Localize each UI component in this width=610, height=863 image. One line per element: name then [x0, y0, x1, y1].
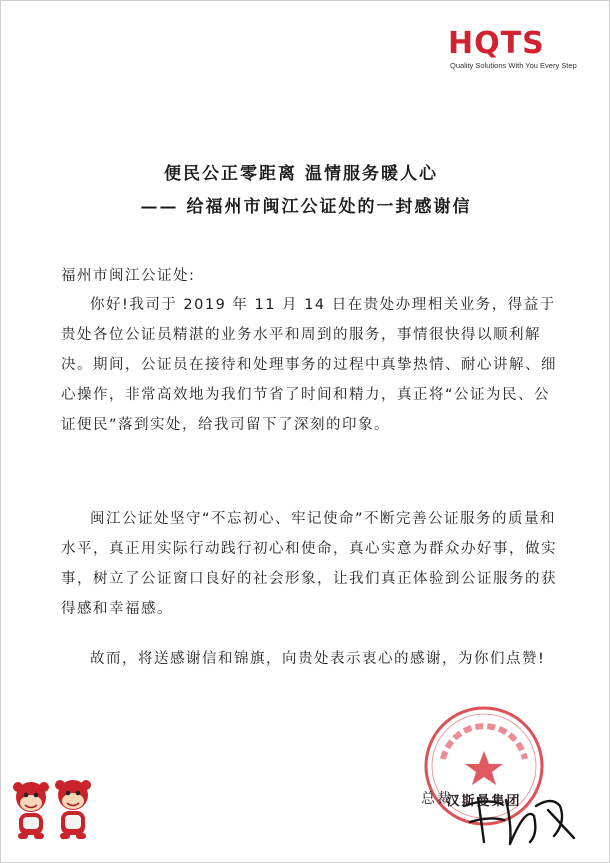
mascot-illustration	[9, 773, 97, 843]
company-logo	[444, 26, 594, 75]
closing-title: 总裁:	[421, 791, 460, 807]
letter-paragraph: 闽江公证处坚守“不忘初心、牢记使命”不断完善公证服务的质量和水平，真正用实际行动践行初心和使命，真心实意为群众办好事，做实事，树立了公证窗口良好的社会形象，让我们真正体验到公证服务的获得感和幸福感。	[61, 511, 557, 617]
letter-title: 便民公正零距离 温情服务暖人心	[164, 164, 438, 184]
letter-salutation: 福州市闽江公证处:	[61, 268, 196, 284]
letter-subtitle: —— 给福州市闽江公证处的一封感谢信	[140, 197, 472, 217]
mascot-right	[55, 780, 91, 839]
seal-text: 汉斯曼集团	[446, 794, 522, 809]
mascot-left	[13, 782, 49, 839]
handwritten-signature	[456, 776, 586, 851]
letter-paragraph: 你好!我司于 2019 年 11 月 14 日在贵处办理相关业务，得益于贵处各位公证员精湛的业务水平和周到的服务，事情很快得以顺利解决。期间，公证员在接待和处理事务的过程中真挚热情、耐心讲解、细心操作，非常高效地为我们节省了时间和精力，真正将“公证为民、公证便民”落到实处，给我司留下了深刻的印象。	[61, 297, 557, 433]
letter-paragraph: 故而，将送感谢信和锦旗，向贵处表示衷心的感谢，为你们点赞!	[90, 651, 546, 667]
logo-mark: HQTS	[448, 26, 545, 61]
logo-tagline: Quality Solutions With You Every Step	[450, 61, 577, 70]
